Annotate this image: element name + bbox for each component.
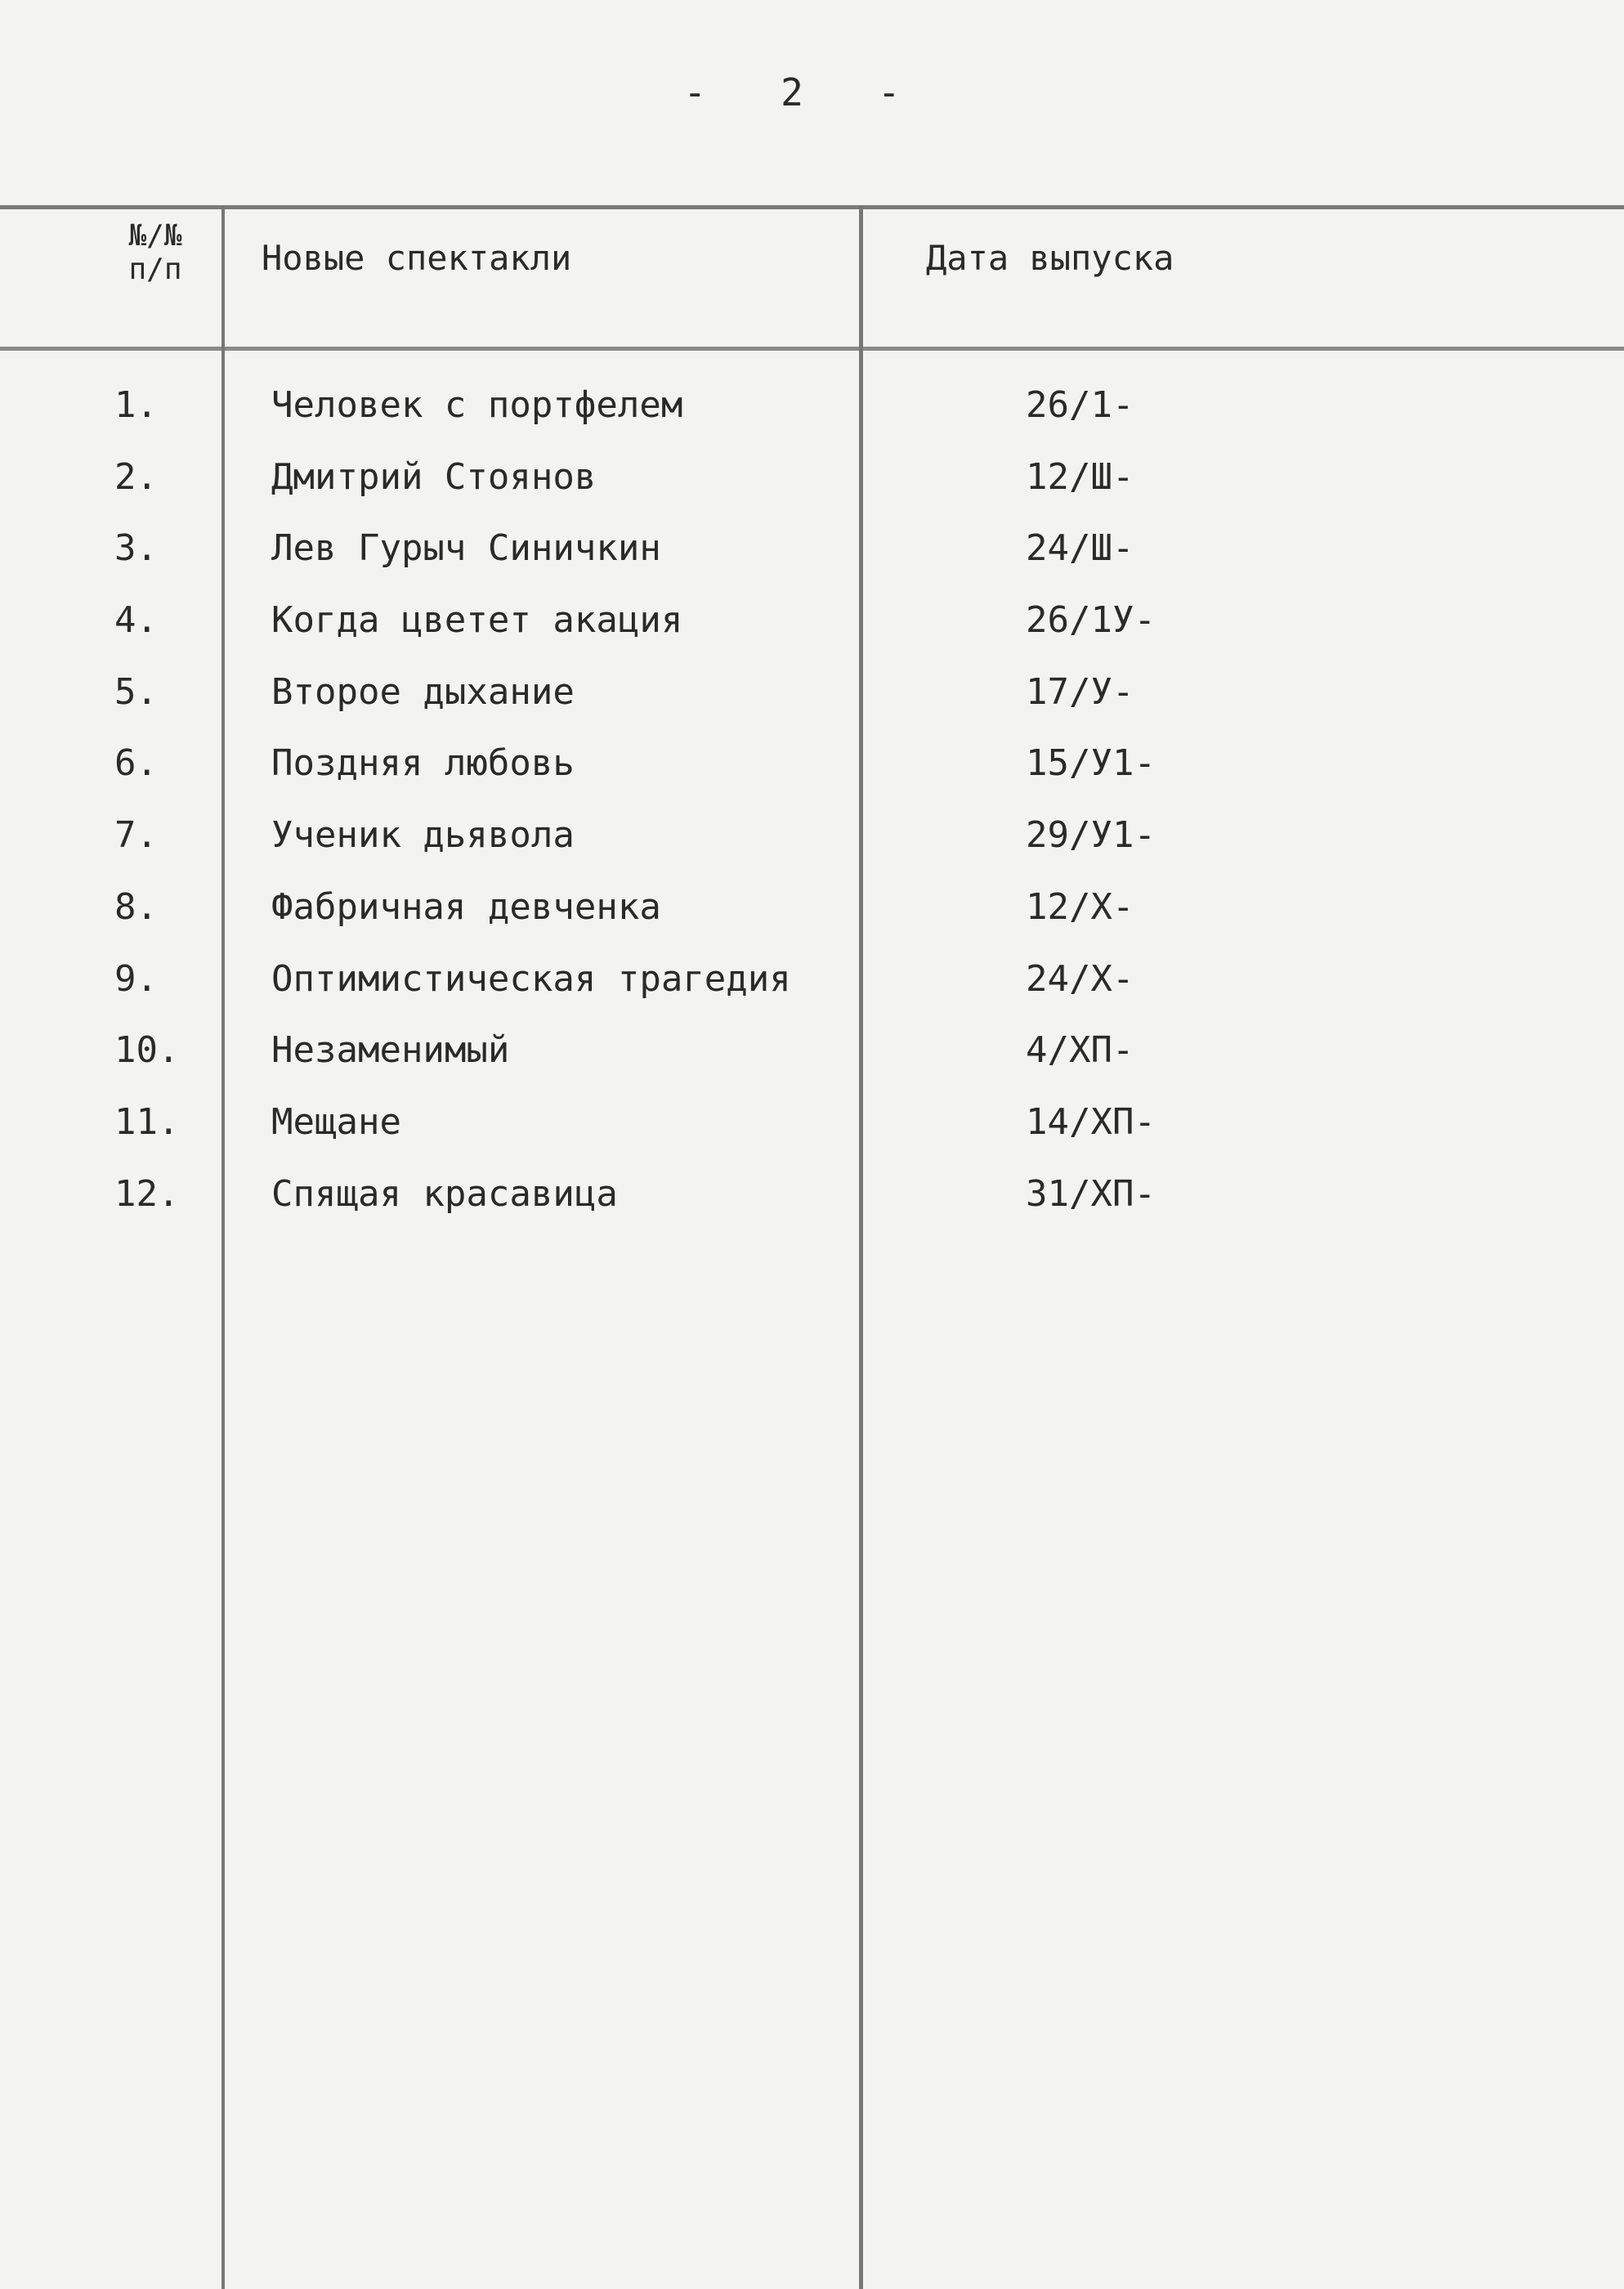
table-row — [0, 955, 1624, 1027]
row-title: Мещане — [271, 1100, 401, 1143]
row-date: 26/1У- — [1026, 599, 1156, 642]
header-number — [98, 219, 213, 287]
header-date: Дата выпуска — [926, 238, 1174, 278]
row-date: 26/1- — [1026, 384, 1134, 426]
table-row — [0, 596, 1624, 668]
table-top-rule — [0, 205, 1624, 209]
row-number: 5. — [114, 670, 158, 713]
row-number: 1. — [114, 384, 158, 426]
table-row — [0, 1098, 1624, 1170]
table-row — [0, 1170, 1624, 1242]
header-number-line1: №/№ — [128, 219, 182, 253]
row-number: 3. — [114, 527, 158, 570]
row-number: 11. — [114, 1100, 180, 1143]
row-date: 12/Х- — [1026, 885, 1134, 928]
row-title: Человек с портфелем — [271, 384, 683, 426]
table-row — [0, 811, 1624, 883]
row-number: 2. — [114, 455, 158, 498]
table-row — [0, 524, 1624, 596]
page-number: - 2 - — [683, 70, 902, 114]
row-number: 8. — [114, 885, 158, 928]
row-title: Когда цветет акация — [271, 599, 683, 642]
row-date: 17/У- — [1026, 670, 1134, 713]
row-title: Поздняя любовь — [271, 742, 575, 785]
table-row — [0, 739, 1624, 811]
table-row — [0, 668, 1624, 740]
row-number: 9. — [114, 957, 158, 1000]
header-number-line2: п/п — [128, 253, 182, 287]
table-row — [0, 381, 1624, 453]
row-date: 12/Ш- — [1026, 455, 1134, 498]
table-body — [0, 381, 1624, 1241]
row-title: Спящая красавица — [271, 1172, 618, 1215]
row-title: Лев Гурыч Синичкин — [271, 527, 661, 570]
row-title: Оптимистическая трагедия — [271, 957, 791, 1000]
row-title: Ученик дьявола — [271, 814, 575, 857]
row-title: Второе дыхание — [271, 670, 575, 713]
row-date: 24/Х- — [1026, 957, 1134, 1000]
row-date: 15/У1- — [1026, 742, 1156, 785]
row-number: 4. — [114, 599, 158, 642]
table-row — [0, 1026, 1624, 1098]
row-date: 4/ХП- — [1026, 1029, 1134, 1072]
row-title: Фабричная девченка — [271, 885, 661, 928]
row-number: 6. — [114, 742, 158, 785]
row-date: 31/ХП- — [1026, 1172, 1156, 1215]
row-title: Дмитрий Стоянов — [271, 455, 597, 498]
row-number: 12. — [114, 1172, 180, 1215]
row-number: 10. — [114, 1029, 180, 1072]
row-number: 7. — [114, 814, 158, 857]
row-date: 29/У1- — [1026, 814, 1156, 857]
row-date: 14/ХП- — [1026, 1100, 1156, 1143]
table-header-rule — [0, 347, 1624, 351]
row-date: 24/Ш- — [1026, 527, 1134, 570]
row-title: Незаменимый — [271, 1029, 510, 1072]
table-row — [0, 883, 1624, 955]
table-row — [0, 453, 1624, 525]
header-title: Новые спектакли — [262, 238, 572, 278]
